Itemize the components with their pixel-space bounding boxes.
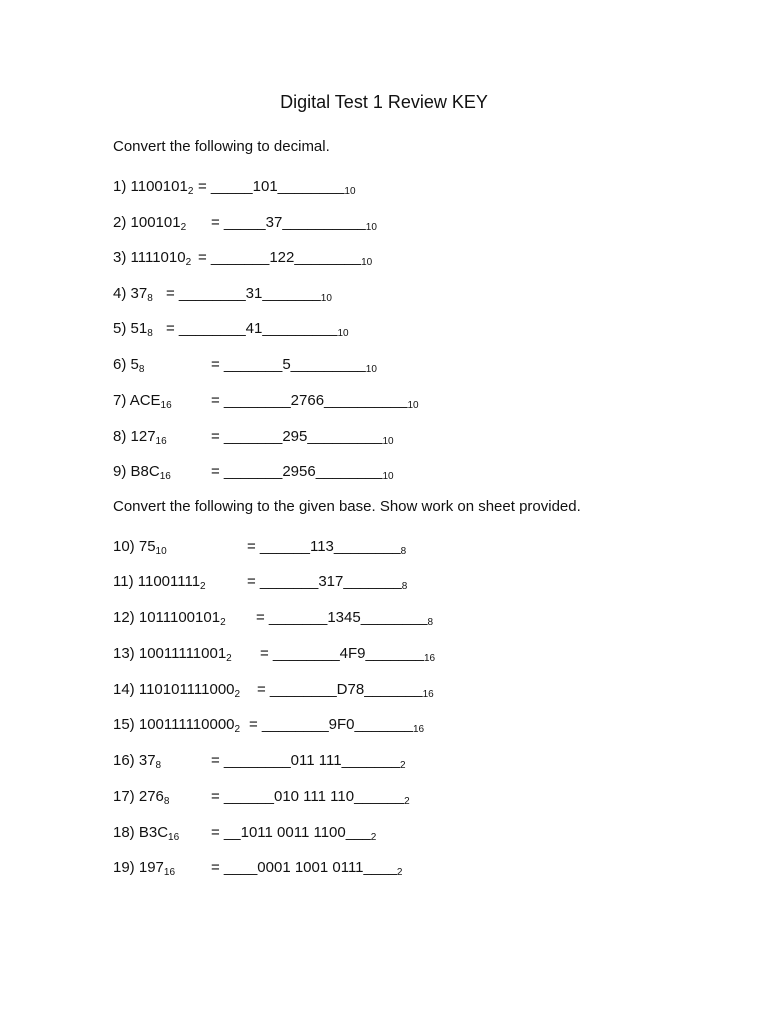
problem-label: 17) $276_8$ [113, 788, 170, 807]
problem-label: 13) $10011111001_2$ [113, 645, 232, 664]
problem-answer: = $\_\_\_\_\_\_\_5\_\_\_\_\_\_\_\_\__{10}$ [211, 356, 377, 375]
section1-instruction: Convert the following to decimal. [113, 138, 330, 155]
answer-value: 31 [245, 285, 263, 302]
problem-label: 8) $127_{16}$ [113, 428, 167, 447]
answer-value: 122 [269, 249, 295, 266]
problem-answer: = $\_\_\_\_\_\_\_122\_\_\_\_\_\_\_\__{10}$ [198, 249, 373, 268]
problem-answer: = $\_\_\_\_\_\_\_\_41\_\_\_\_\_\_\_\_\__{10}$ [166, 320, 349, 339]
problem-label: 15) $100111110000_2$ [113, 716, 241, 735]
answer-value: 4F9 [339, 645, 366, 662]
problem-answer: = $\_\_\_\_\_\_\_\_4F9\_\_\_\_\_\_\__{16}$ [260, 645, 436, 664]
problem-answer: = ______010 111 $110\_\_\_\_\_\__2$ [211, 788, 410, 807]
problem-label: 14) $110101111000_2$ [113, 681, 241, 700]
problem-label: 12) $1011100101_2$ [113, 609, 226, 628]
answer-value: 41 [245, 320, 263, 337]
answer-value: 113 [309, 538, 334, 555]
problem-label: 6) $5_8$ [113, 356, 145, 375]
answer-value: 0001 1001 0111 [257, 859, 364, 876]
problem-label: 10) $75_{10}$ [113, 538, 167, 557]
problem-answer: = ____0001 1001 $0111\_\_\_\__2$ [211, 859, 403, 878]
problem-answer: = $\_\_\_\_\_\_\_317\_\_\_\_\_\_\__8$ [247, 573, 408, 592]
answer-value: D78 [336, 681, 365, 698]
answer-value: 5 [282, 356, 291, 373]
problem-label: 18) $B3C_{16}$ [113, 824, 180, 843]
answer-value: 295 [282, 428, 308, 445]
problem-label: 1) $1100101_2$ [113, 178, 194, 197]
answer-value: 9F0 [328, 716, 355, 733]
answer-value: 37 [265, 214, 283, 231]
problem-answer: = $\_\_\_\_\_\_\_\_9F0\_\_\_\_\_\_\__{16}$ [249, 716, 425, 735]
problem-label: 2) $100101_2$ [113, 214, 187, 233]
problem-answer: = ________011 $111\_\_\_\_\_\_\__2$ [211, 752, 406, 771]
problem-label: 7) $ACE_{16}$ [113, 392, 172, 411]
problem-answer: = $\_\_\_\_\_\_\_1345\_\_\_\_\_\_\_\__8$ [256, 609, 434, 628]
answer-value: 011 111 [290, 752, 342, 769]
problem-label: 19) $197_{16}$ [113, 859, 176, 878]
problem-label: 5) $51_8$ [113, 320, 153, 339]
section2-instruction: Convert the following to the given base. Show work on sheet provided. [113, 498, 581, 515]
problem-answer: = $\_\_\_\_\_\_\_\_D78\_\_\_\_\_\_\__{16}$ [257, 681, 434, 700]
problem-label: 16) $37_8$ [113, 752, 162, 771]
answer-value: 317 [318, 573, 344, 590]
problem-answer: = $\_\_\_\_\_101\_\_\_\_\_\_\_\__{10}$ [198, 178, 356, 197]
answer-value: 010 111 110 [273, 788, 355, 805]
answer-value: 2766 [290, 392, 325, 409]
problem-answer: = $\_\_\_\_\_\_\_\_2766\_\_\_\_\_\_\_\_\_\__{10}$ [211, 392, 419, 411]
problem-label: 11) $11001111_2$ [113, 573, 206, 592]
problem-answer: = $\_\_\_\_\_\_\_2956\_\_\_\_\_\_\_\__{10}$ [211, 463, 394, 482]
answer-value: 101 [252, 178, 278, 195]
problem-label: 3) $1111010_2$ [113, 249, 192, 268]
problem-answer: = $\_\_\_\_\_37\_\_\_\_\_\_\_\_\_\__{10}$ [211, 214, 377, 233]
problem-answer: = __1011 0011 $1100\_\_\__2$ [211, 824, 377, 843]
problem-label: 4) $37_8$ [113, 285, 153, 304]
problem-answer: = $\_\_\_\_\_\_\_\_31\_\_\_\_\_\_\__{10}$ [166, 285, 332, 304]
answer-value: 2956 [282, 463, 316, 480]
page-title: Digital Test 1 Review KEY [280, 92, 488, 112]
problem-answer: = $\_\_\_\_\_\_113\_\_\_\_\_\_\_\__8$ [247, 538, 407, 557]
answer-value: 1011 0011 1100 [240, 824, 346, 841]
problem-answer: = $\_\_\_\_\_\_\_295\_\_\_\_\_\_\_\_\__{10}$ [211, 428, 394, 447]
answer-value: 1345 [327, 609, 361, 626]
problem-label: 9) $B8C_{16}$ [113, 463, 171, 482]
